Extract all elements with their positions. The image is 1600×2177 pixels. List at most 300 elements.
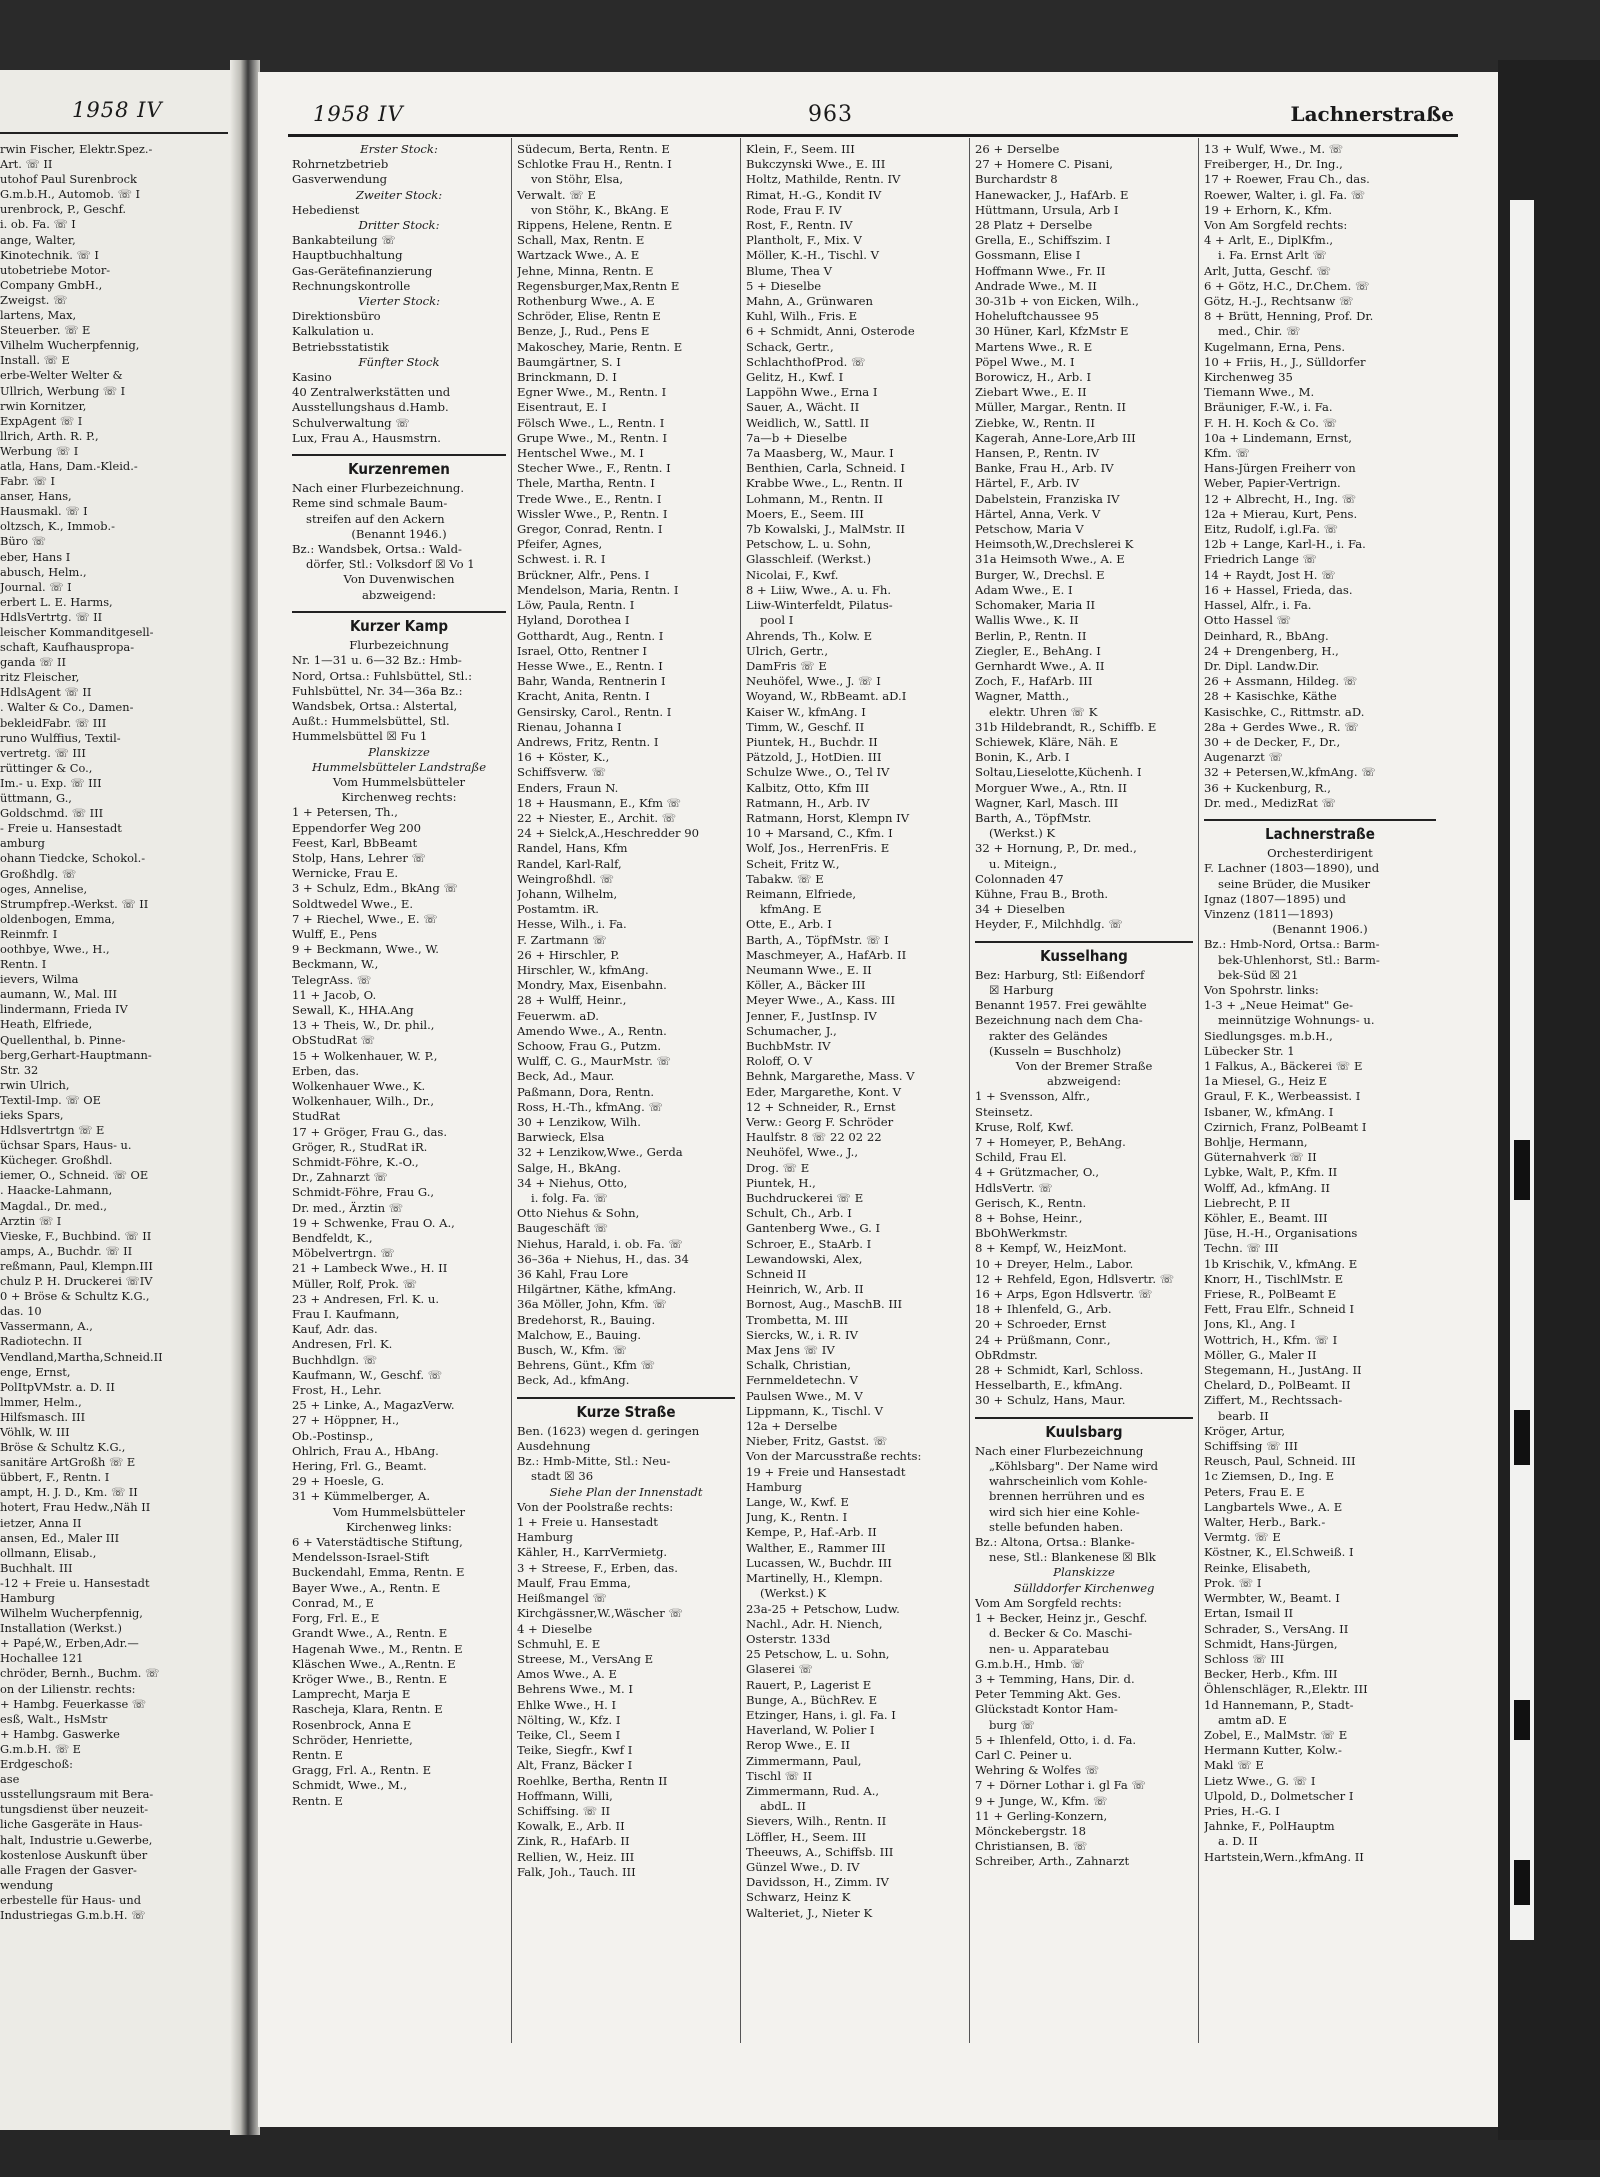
directory-entry: Theeuws, A., Schiffsb. III bbox=[746, 1844, 894, 1859]
left-page-line: Vendland,Martha,Schneid.II bbox=[0, 1349, 163, 1364]
directory-entry: Ratmann, H., Arb. IV bbox=[746, 795, 870, 810]
left-page-line: ritz Fleischer, bbox=[0, 670, 80, 685]
directory-entry: Kröger, Artur, bbox=[1204, 1423, 1286, 1438]
directory-entry: Reusch, Paul, Schneid. III bbox=[1204, 1454, 1356, 1469]
directory-entry: Schulverwaltung ☏ bbox=[292, 415, 410, 430]
left-page-line: Art. ☏ II bbox=[0, 157, 53, 172]
directory-entry: Piuntek, H., bbox=[746, 1175, 816, 1190]
directory-entry: Gragg, Frl. A., Rentn. E bbox=[292, 1763, 432, 1778]
directory-entry: Rost, F., Rentn. IV bbox=[746, 218, 853, 233]
directory-entry: Baumgärtner, S. I bbox=[517, 354, 621, 369]
directory-entry: ObStudRat ☏ bbox=[292, 1033, 376, 1048]
directory-entry: Stolp, Hans, Lehrer ☏ bbox=[292, 850, 427, 865]
directory-entry: Grupe Wwe., M., Rentn. I bbox=[517, 430, 668, 445]
directory-entry: 31a Heimsoth Wwe., A. E bbox=[975, 552, 1125, 567]
directory-entry: Bz.: Hmb-Mitte, Stl.: Neu- bbox=[517, 1454, 671, 1469]
directory-entry: Baugeschäft ☏ bbox=[517, 1221, 609, 1236]
left-page-line: Hilfsmasch. III bbox=[0, 1409, 86, 1424]
directory-entry: 29 + Hoesle, G. bbox=[292, 1474, 385, 1489]
left-page-line: atla, Hans, Dam.-Kleid.- bbox=[0, 458, 138, 473]
directory-entry: 16 + Hassel, Frieda, das. bbox=[1204, 582, 1353, 597]
directory-entry: Bahr, Wanda, Rentnerin I bbox=[517, 674, 666, 689]
directory-entry: Rellien, W., Heiz. III bbox=[517, 1849, 635, 1864]
directory-entry: 7 + Homeyer, P., BehAng. bbox=[975, 1135, 1126, 1149]
directory-entry: Bendfeldt, K., bbox=[292, 1231, 373, 1246]
directory-entry: Kröger Wwe., B., Rentn. E bbox=[292, 1671, 448, 1686]
left-page-line: rwin Kornitzer, bbox=[0, 398, 87, 413]
directory-entry: Haulfstr. 8 ☏ 22 02 22 bbox=[746, 1130, 882, 1145]
directory-entry: Ehlke Wwe., H. I bbox=[517, 1697, 617, 1712]
directory-entry: 26 + Derselbe bbox=[975, 142, 1060, 156]
directory-entry: 7 + Dörner Lothar i. gl Fa ☏ bbox=[975, 1778, 1147, 1793]
directory-entry: Sewall, K., HHA.Ang bbox=[292, 1002, 414, 1017]
directory-entry: Wernicke, Frau E. bbox=[292, 866, 399, 881]
directory-entry: Nieber, Fritz, Gastst. ☏ bbox=[746, 1434, 888, 1449]
directory-entry: Eder, Margarethe, Kont. V bbox=[746, 1084, 902, 1099]
directory-entry: Kirchgässner,W.,Wäscher ☏ bbox=[517, 1606, 683, 1621]
directory-entry: pool I bbox=[760, 613, 794, 628]
left-page-line: Industriegas G.m.b.H. ☏ bbox=[0, 1907, 146, 1922]
directory-entry: 36 + Kuckenburg, R., bbox=[1204, 780, 1331, 795]
directory-entry: Rentn. E bbox=[292, 1793, 344, 1808]
directory-entry: 10 + Marsand, C., Kfm. I bbox=[746, 826, 893, 841]
directory-entry: von Stöhr, K., BkAng. E bbox=[531, 202, 669, 217]
directory-entry: Möller, K.-H., Tischl. V bbox=[746, 248, 879, 263]
directory-entry: 24 + Prüßmann, Conr., bbox=[975, 1332, 1111, 1347]
directory-entry: ☒ Harburg bbox=[989, 982, 1054, 997]
directory-entry: Jons, Kl., Ang. I bbox=[1204, 1317, 1296, 1332]
edge-mark bbox=[1514, 1140, 1530, 1200]
directory-entry: 7a—b + Dieselbe bbox=[746, 430, 848, 445]
directory-entry: Hering, Frl. G., Beamt. bbox=[292, 1459, 427, 1474]
directory-entry: Rienau, Johanna I bbox=[517, 719, 622, 734]
directory-entry: Kläschen Wwe., A.,Rentn. E bbox=[292, 1656, 456, 1671]
left-page-line: Vilhelm Wucherpfennig, bbox=[0, 338, 140, 353]
left-page-line: erbert L. E. Harms, bbox=[0, 594, 113, 609]
directory-entry: Trombetta, M. III bbox=[746, 1312, 849, 1327]
left-page-line: i. ob. Fa. ☏ I bbox=[0, 217, 76, 232]
running-head-street: Lachnerstraße bbox=[1290, 102, 1454, 126]
directory-entry: abzweigend: bbox=[1046, 1074, 1121, 1089]
directory-entry: Nr. 1—31 u. 6—32 Bz.: Hmb- bbox=[292, 653, 462, 668]
left-page-line: Werbung ☏ I bbox=[0, 443, 79, 458]
directory-entry: 40 Zentralwerkstätten und bbox=[292, 385, 451, 400]
directory-entry: Haverland, W. Polier I bbox=[746, 1723, 875, 1738]
left-page-line: lmmer, Helm., bbox=[0, 1394, 82, 1409]
directory-entry: Hebedienst bbox=[292, 202, 360, 217]
left-page-line: esß, Walt., HsMstr bbox=[0, 1711, 108, 1726]
directory-entry: 17 + Gröger, Frau G., das. bbox=[292, 1124, 448, 1139]
directory-entry: Ob.-Postinsp., bbox=[292, 1428, 374, 1443]
directory-entry: 4 + Arlt, E., DiplKfm., bbox=[1204, 233, 1334, 248]
directory-entry: Schroer, E., StaArb. I bbox=[746, 1236, 872, 1251]
left-page-line: wendung bbox=[0, 1877, 54, 1892]
directory-entry: 9 + Beckmann, Wwe., W. bbox=[292, 942, 439, 957]
directory-entry: Otto Hassel ☏ bbox=[1204, 613, 1292, 628]
directory-entry: Ausdehnung bbox=[517, 1439, 591, 1454]
directory-entry: Bezeichnung nach dem Cha- bbox=[975, 1013, 1143, 1028]
directory-entry: Andrade Wwe., M. II bbox=[975, 278, 1097, 293]
left-page-line: G.m.b.H., Automob. ☏ I bbox=[0, 187, 140, 202]
directory-entry: Paßmann, Dora, Rentn. bbox=[517, 1084, 655, 1099]
left-page-line: halt, Industrie u.Gewerbe, bbox=[0, 1832, 153, 1847]
directory-entry: Pries, H.-G. I bbox=[1204, 1803, 1280, 1818]
directory-entry: 7b Kowalski, J., MalMstr. II bbox=[746, 522, 905, 537]
directory-entry: Gantenberg Wwe., G. I bbox=[746, 1221, 881, 1236]
left-page-line: Kücheger. Großhdl. bbox=[0, 1153, 113, 1168]
directory-entry: Schack, Gertr., bbox=[746, 339, 834, 354]
directory-entry: Regensburger,Max,Rentn E bbox=[517, 278, 680, 293]
directory-entry: Soldtwedel Wwe., E. bbox=[292, 896, 414, 911]
directory-entry: Eitz, Rudolf, i.gl.Fa. ☏ bbox=[1204, 522, 1339, 537]
directory-entry: Christiansen, B. ☏ bbox=[975, 1839, 1088, 1854]
directory-entry: Wottrich, H., Kfm. ☏ I bbox=[1204, 1332, 1338, 1347]
directory-entry: Hoffmann, Willi, bbox=[517, 1788, 613, 1803]
directory-entry: stadt ☒ 36 bbox=[531, 1469, 594, 1484]
directory-entry: 24 + Sielck,A.,Heschredder 90 bbox=[517, 826, 699, 841]
directory-entry: Wulff, C. G., MaurMstr. ☏ bbox=[517, 1054, 671, 1069]
left-page-line: Großhdlg. ☏ bbox=[0, 866, 77, 881]
directory-entry: Tiemann Wwe., M. bbox=[1204, 385, 1315, 400]
left-page-line: ExpAgent ☏ I bbox=[0, 413, 83, 428]
directory-entry: Mendelsson-Israel-Stift bbox=[292, 1550, 430, 1565]
directory-entry: Roewer, Walter, i. gl. Fa. ☏ bbox=[1204, 187, 1366, 202]
directory-entry: 32 + Lenzikow,Wwe., Gerda bbox=[517, 1145, 683, 1160]
directory-entry: Peter Temming Akt. Ges. bbox=[975, 1687, 1122, 1702]
directory-entry: Schrader, S., VersAng. II bbox=[1204, 1621, 1349, 1636]
directory-entry: Heißmangel ☏ bbox=[517, 1591, 607, 1606]
directory-entry: Timm, W., Geschf. II bbox=[746, 719, 865, 734]
directory-entry: Buchhdlgn. ☏ bbox=[292, 1352, 378, 1367]
directory-entry: Lohmann, M., Rentn. II bbox=[746, 491, 883, 506]
directory-entry: Hyland, Dorothea I bbox=[517, 613, 630, 628]
directory-entry: Rerop Wwe., E. II bbox=[746, 1738, 850, 1753]
directory-entry: Ulrich, Gertr., bbox=[746, 643, 829, 658]
directory-entry: Lucassen, W., Buchdr. III bbox=[746, 1555, 892, 1570]
directory-entry: Benthien, Carla, Schneid. I bbox=[746, 461, 906, 476]
directory-entry: Schlotke Frau H., Rentn. I bbox=[517, 157, 672, 172]
directory-entry: 3 + Temming, Hans, Dir. d. bbox=[975, 1671, 1135, 1686]
directory-entry: Dr. Dipl. Landw.Dir. bbox=[1204, 658, 1320, 673]
left-page-line: Arztin ☏ I bbox=[0, 1213, 62, 1228]
directory-entry: Tabakw. ☏ E bbox=[746, 871, 824, 886]
directory-entry: Schloss ☏ III bbox=[1204, 1651, 1285, 1666]
directory-entry: Betriebsstatistik bbox=[292, 339, 389, 354]
left-page-line: Goldschmd. ☏ III bbox=[0, 806, 104, 821]
directory-entry: G.m.b.H., Hmb. ☏ bbox=[975, 1656, 1085, 1671]
directory-entry: Neumann Wwe., E. II bbox=[746, 962, 872, 977]
left-page-line: aumann, W., Mal. III bbox=[0, 987, 118, 1002]
directory-entry: Schmuhl, E. E bbox=[517, 1636, 601, 1651]
directory-entry: Walteriet, J., Nieter K bbox=[746, 1905, 873, 1920]
directory-entry: Hentschel Wwe., M. I bbox=[517, 446, 644, 461]
directory-entry: 1 + Svensson, Alfr., bbox=[975, 1089, 1091, 1104]
directory-entry: Teike, Siegfr., Kwf I bbox=[517, 1743, 633, 1758]
directory-entry: Trede Wwe., E., Rentn. I bbox=[517, 491, 662, 506]
directory-entry: Randel, Hans, Kfm bbox=[517, 841, 628, 856]
left-page-line: usstellungsraum mit Bera- bbox=[0, 1787, 154, 1802]
directory-entry: „Köhlsbarg". Der Name wird bbox=[989, 1459, 1159, 1474]
directory-entry: Graul, F. K., Werbeassist. I bbox=[1204, 1089, 1361, 1104]
directory-entry: Tischl ☏ II bbox=[746, 1768, 813, 1783]
left-page-line: lartens, Max, bbox=[0, 308, 77, 323]
left-page-line: ase bbox=[0, 1772, 20, 1787]
directory-column-2 bbox=[513, 142, 739, 2047]
left-page-line: HdlsAgent ☏ II bbox=[0, 685, 92, 700]
section-subheading: Süllddorfer Kirchenweg bbox=[1013, 1580, 1155, 1595]
directory-entry: Prok. ☏ I bbox=[1204, 1575, 1262, 1590]
left-page-line: das. 10 bbox=[0, 1304, 42, 1319]
left-page-line: Textil-Imp. ☏ OE bbox=[0, 1092, 101, 1107]
left-page-line: PolItpVMstr. a. D. II bbox=[0, 1379, 115, 1394]
directory-entry: Salge, H., BkAng. bbox=[517, 1160, 621, 1175]
directory-entry: bearb. II bbox=[1218, 1408, 1269, 1423]
directory-entry: Mönckebergstr. 18 bbox=[975, 1823, 1086, 1838]
directory-entry: 27 + Homere C. Pisani, bbox=[975, 157, 1113, 172]
directory-entry: Kowalk, E., Arb. II bbox=[517, 1819, 625, 1834]
directory-entry: Martinelly, H., Klempn. bbox=[746, 1571, 883, 1586]
left-page-line: enge, Ernst, bbox=[0, 1364, 71, 1379]
directory-entry: Petschow, Maria V bbox=[975, 522, 1084, 537]
directory-entry: Techn. ☏ III bbox=[1204, 1241, 1279, 1256]
directory-entry: Vom Hummelsbütteler bbox=[332, 774, 466, 789]
left-page-line: Büro ☏ bbox=[0, 534, 46, 549]
directory-entry: Barwieck, Elsa bbox=[517, 1130, 605, 1145]
directory-entry: Schneid II bbox=[746, 1267, 807, 1282]
directory-entry: Bräuniger, F.-W., i. Fa. bbox=[1204, 400, 1333, 415]
edge-mark bbox=[1514, 1410, 1530, 1465]
directory-entry: Augenarzt ☏ bbox=[1204, 750, 1283, 765]
section-subheading: Siehe Plan der Innenstadt bbox=[549, 1484, 703, 1499]
directory-entry: 5 + Ihlenfeld, Otto, i. d. Fa. bbox=[975, 1732, 1137, 1747]
directory-entry: Lietz Wwe., G. ☏ I bbox=[1204, 1773, 1316, 1788]
left-page-line: Bröse & Schultz K.G., bbox=[0, 1440, 126, 1455]
directory-entry: Pätzold, J., HotDien. III bbox=[746, 750, 882, 765]
left-page-line: Erdgeschoß: bbox=[0, 1757, 73, 1772]
directory-entry: wird sich hier eine Kohle- bbox=[989, 1504, 1140, 1519]
column-divider bbox=[511, 138, 512, 2043]
directory-entry: 25 Petschow, L. u. Sohn, bbox=[746, 1647, 890, 1662]
directory-entry: 30 Hüner, Karl, KfzMstr E bbox=[975, 324, 1129, 339]
directory-entry: Rosenbrock, Anna E bbox=[292, 1717, 412, 1732]
directory-entry: Jehne, Minna, Rentn. E bbox=[517, 263, 654, 278]
directory-entry: Wartzack Wwe., A. E bbox=[517, 248, 640, 263]
directory-entry: Kalkulation u. bbox=[292, 324, 375, 339]
directory-entry: Heinrich, W., Arb. II bbox=[746, 1282, 864, 1297]
directory-entry: SchlachthofProd. ☏ bbox=[746, 354, 866, 369]
left-page-line: ohann Tiedcke, Schokol.- bbox=[0, 851, 146, 866]
left-page-line: . Walter & Co., Damen- bbox=[0, 700, 134, 715]
directory-entry: Deinhard, R., BbAng. bbox=[1204, 628, 1329, 643]
left-page-line: abusch, Helm., bbox=[0, 564, 87, 579]
directory-entry: Weingroßhdl. ☏ bbox=[517, 871, 615, 886]
directory-entry: 4 + Grützmacher, O., bbox=[975, 1165, 1100, 1180]
directory-entry: a. D. II bbox=[1218, 1834, 1258, 1849]
directory-entry: Petschow, L. u. Sohn, bbox=[746, 537, 872, 552]
directory-entry: Knorr, H., TischlMstr. E bbox=[1204, 1271, 1344, 1286]
directory-entry: 8 + Liiw, Wwe., A. u. Fh. bbox=[746, 582, 892, 597]
left-page-line: Hamburg bbox=[0, 1591, 55, 1605]
directory-entry: Müller, Rolf, Prok. ☏ bbox=[292, 1276, 418, 1291]
directory-entry: Hassel, Alfr., i. Fa. bbox=[1204, 598, 1312, 613]
directory-entry: Mondry, Max, Eisenbahn. bbox=[517, 978, 667, 993]
directory-entry: 12 + Albrecht, H., Ing. ☏ bbox=[1204, 491, 1357, 506]
directory-entry: 18 + Ihlenfeld, G., Arb. bbox=[975, 1302, 1112, 1317]
directory-entry: Krabbe Wwe., L., Rentn. II bbox=[746, 476, 903, 491]
left-page-line: amps, A., Buchdr. ☏ II bbox=[0, 1243, 133, 1258]
directory-entry: 6 + Vaterstädtische Stiftung, bbox=[292, 1535, 463, 1550]
directory-entry: Jahnke, F., PolHauptm bbox=[1204, 1819, 1335, 1834]
directory-entry: bek-Süd ☒ 21 bbox=[1218, 967, 1299, 982]
directory-entry: Berlin, P., Rentn. II bbox=[975, 628, 1087, 643]
directory-entry: Langbartels Wwe., A. E bbox=[1204, 1499, 1343, 1514]
directory-entry: Kracht, Anita, Rentn. I bbox=[517, 689, 650, 704]
directory-entry: Hilgärtner, Käthe, kfmAng. bbox=[517, 1282, 677, 1297]
directory-entry: Lübecker Str. 1 bbox=[1204, 1043, 1295, 1058]
section-subheading: Dritter Stock: bbox=[358, 218, 440, 233]
directory-entry: Grandt Wwe., A., Rentn. E bbox=[292, 1626, 448, 1641]
directory-entry: 30-31b + von Eicken, Wilh., bbox=[975, 294, 1139, 309]
directory-entry: Kirchenweg 35 bbox=[1204, 370, 1293, 385]
directory-entry: Max Jens ☏ IV bbox=[746, 1343, 835, 1358]
directory-entry: 10 + Dreyer, Helm., Labor. bbox=[975, 1256, 1134, 1271]
directory-entry: Schall, Max, Rentn. E bbox=[517, 233, 645, 248]
directory-entry: brennen herrühren und es bbox=[989, 1489, 1145, 1504]
directory-entry: Bz.: Altona, Ortsa.: Blanke- bbox=[975, 1535, 1135, 1550]
left-page-line: Install. ☏ E bbox=[0, 353, 70, 368]
directory-entry: Makoschey, Marie, Rentn. E bbox=[517, 339, 683, 354]
section-subheading: Zweiter Stock: bbox=[355, 187, 443, 202]
left-page-line: Ullrich, Werbung ☏ I bbox=[0, 383, 126, 398]
directory-entry: Gelitz, H., Kwf. I bbox=[746, 370, 844, 385]
directory-entry: 31 + Kümmelberger, A. bbox=[292, 1489, 431, 1504]
directory-entry: Kasino bbox=[292, 370, 332, 385]
left-page-line: Installation (Werkst.) bbox=[0, 1621, 122, 1636]
directory-entry: 11 + Gerling-Konzern, bbox=[975, 1808, 1108, 1823]
directory-entry: Hesselbarth, E., kfmAng. bbox=[975, 1378, 1123, 1393]
directory-entry: abdL. II bbox=[760, 1799, 806, 1814]
directory-entry: 36–36a + Niehus, H., das. 34 bbox=[517, 1251, 689, 1266]
directory-entry: kfmAng. E bbox=[760, 902, 822, 917]
column-divider bbox=[969, 138, 970, 2043]
directory-entry: Colonnaden 47 bbox=[975, 871, 1064, 886]
directory-entry: 24 + Drengenberg, H., bbox=[1204, 643, 1339, 658]
directory-entry: 28 + Kasischke, Käthe bbox=[1204, 689, 1337, 704]
directory-entry: Schröder, Henriette, bbox=[292, 1732, 413, 1747]
directory-entry: i. folg. Fa. ☏ bbox=[531, 1191, 608, 1206]
directory-entry: 1 + Petersen, Th., bbox=[292, 805, 398, 820]
directory-entry: DamFris ☏ E bbox=[746, 658, 827, 673]
directory-entry: Brinckmann, D. I bbox=[517, 370, 617, 385]
directory-entry: 36 Kahl, Frau Lore bbox=[517, 1267, 629, 1282]
directory-entry: Czirnich, Franz, PolBeamt I bbox=[1204, 1119, 1367, 1134]
directory-entry: Frau I. Kaufmann, bbox=[292, 1307, 400, 1322]
directory-entry: 7a Maasberg, W., Maur. I bbox=[746, 446, 894, 461]
directory-entry: Andrews, Fritz, Rentn. I bbox=[517, 734, 659, 749]
directory-entry: Hummelsbüttel ☒ Fu 1 bbox=[292, 729, 428, 744]
directory-entry: Lippmann, K., Tischl. V bbox=[746, 1403, 883, 1418]
left-page-line: kostenlose Auskunft über bbox=[0, 1847, 148, 1862]
directory-entry: Dabelstein, Franziska IV bbox=[975, 491, 1120, 506]
left-page-line: chröder, Bernh., Buchm. ☏ bbox=[0, 1666, 160, 1681]
left-page-line: ievers, Wilma bbox=[0, 972, 79, 987]
directory-entry: Glasschleif. (Werkst.) bbox=[746, 552, 872, 567]
directory-column-3 bbox=[742, 142, 968, 2047]
directory-entry: Andresen, Frl. K. bbox=[292, 1337, 393, 1352]
directory-entry: Ahrends, Th., Kolw. E bbox=[746, 628, 873, 643]
directory-entry: meinnützige Wohnungs- u. bbox=[1218, 1013, 1375, 1028]
left-page-line: Im.- u. Exp. ☏ III bbox=[0, 775, 102, 790]
directory-entry: Wolkenhauer, Wilh., Dr., bbox=[292, 1094, 435, 1109]
directory-entry: Glückstadt Kontor Ham- bbox=[975, 1702, 1118, 1717]
directory-entry: Conrad, M., E bbox=[292, 1595, 374, 1610]
directory-entry: Orchesterdirigent bbox=[1267, 846, 1373, 861]
directory-entry: Ignaz (1807—1895) und bbox=[1204, 891, 1346, 906]
left-page-line: G.m.b.H. ☏ E bbox=[0, 1741, 82, 1756]
directory-entry: Pfeifer, Agnes, bbox=[517, 537, 603, 552]
directory-entry: 11 + Jacob, O. bbox=[292, 987, 377, 1002]
directory-entry: Vermtg. ☏ E bbox=[1204, 1530, 1281, 1545]
directory-entry: Öhlenschläger, R.,Elektr. III bbox=[1204, 1682, 1368, 1697]
directory-entry: Vom Hummelsbütteler bbox=[332, 1504, 466, 1519]
left-page-line: anser, Hans, bbox=[0, 489, 72, 504]
directory-entry: 19 + Erhorn, K., Kfm. bbox=[1204, 202, 1333, 217]
directory-entry: Wagner, Matth., bbox=[975, 689, 1070, 704]
directory-entry: Kaufmann, W., Geschf. ☏ bbox=[292, 1367, 443, 1382]
directory-entry: Thele, Martha, Rentn. I bbox=[517, 476, 655, 491]
directory-entry: Ziebart Wwe., E. II bbox=[975, 385, 1087, 400]
directory-entry: Walter, Herb., Bark.- bbox=[1204, 1515, 1326, 1530]
directory-entry: Von Spohrstr. links: bbox=[1204, 982, 1319, 997]
directory-entry: Bankabteilung ☏ bbox=[292, 233, 396, 248]
directory-entry: Kfm. ☏ bbox=[1204, 446, 1250, 461]
directory-entry: Nach einer Flurbezeichnung bbox=[975, 1443, 1144, 1458]
directory-entry: Nord, Ortsa.: Fuhlsbüttel, Stl.: bbox=[292, 668, 472, 683]
directory-entry: 36a Möller, John, Kfm. ☏ bbox=[517, 1297, 667, 1312]
section-subheading: Vierter Stock: bbox=[357, 294, 441, 309]
directory-entry: Alt, Franz, Bäcker I bbox=[517, 1758, 633, 1773]
directory-entry: 14 + Raydt, Jost H. ☏ bbox=[1204, 567, 1336, 582]
directory-entry: Lappöhn Wwe., Erna I bbox=[746, 385, 878, 400]
left-page-line: Hochallee 121 bbox=[0, 1651, 84, 1666]
directory-entry: Pöpel Wwe., M. I bbox=[975, 354, 1075, 369]
directory-entry: Falk, Joh., Tauch. III bbox=[517, 1864, 636, 1879]
directory-entry: Woyand, W., RbBeamt. aD.I bbox=[746, 689, 907, 704]
directory-entry: Südecum, Berta, Rentn. E bbox=[517, 142, 670, 156]
directory-entry: (Werkst.) K bbox=[989, 826, 1056, 841]
left-page-line: Vassermann, A., bbox=[0, 1319, 93, 1334]
directory-entry: Banke, Frau H., Arb. IV bbox=[975, 461, 1114, 476]
directory-entry: Amos Wwe., A. E bbox=[517, 1667, 617, 1682]
directory-entry: Glaserei ☏ bbox=[746, 1662, 813, 1677]
directory-entry: Rimat, H.-G., Kondit IV bbox=[746, 187, 882, 202]
directory-entry: Hoffmann Wwe., Fr. II bbox=[975, 263, 1106, 278]
left-page-line: Kinotechnik. ☏ I bbox=[0, 247, 99, 262]
directory-entry: HdlsVertr. ☏ bbox=[975, 1180, 1053, 1195]
directory-entry: Bornost, Aug., MaschB. III bbox=[746, 1297, 903, 1312]
directory-entry: 30 + Schulz, Hans, Maur. bbox=[975, 1393, 1126, 1408]
directory-entry: Enders, Fraun N. bbox=[517, 780, 619, 795]
directory-entry: Meyer Wwe., A., Kass. III bbox=[746, 993, 896, 1008]
directory-entry: Verwalt. ☏ E bbox=[517, 187, 596, 202]
directory-entry: Ziffert, M., Rechtssach- bbox=[1204, 1393, 1343, 1408]
directory-entry: 28 + Schmidt, Karl, Schloss. bbox=[975, 1363, 1144, 1378]
directory-entry: Gas-Gerätefinanzierung bbox=[292, 263, 433, 278]
left-page-line: + Hambg. Feuerkasse ☏ bbox=[0, 1696, 147, 1711]
directory-entry: Burchardstr 8 bbox=[975, 172, 1058, 187]
left-page-line: Hausmakl. ☏ I bbox=[0, 504, 88, 519]
directory-entry: Wermbter, W., Beamt. I bbox=[1204, 1591, 1340, 1606]
